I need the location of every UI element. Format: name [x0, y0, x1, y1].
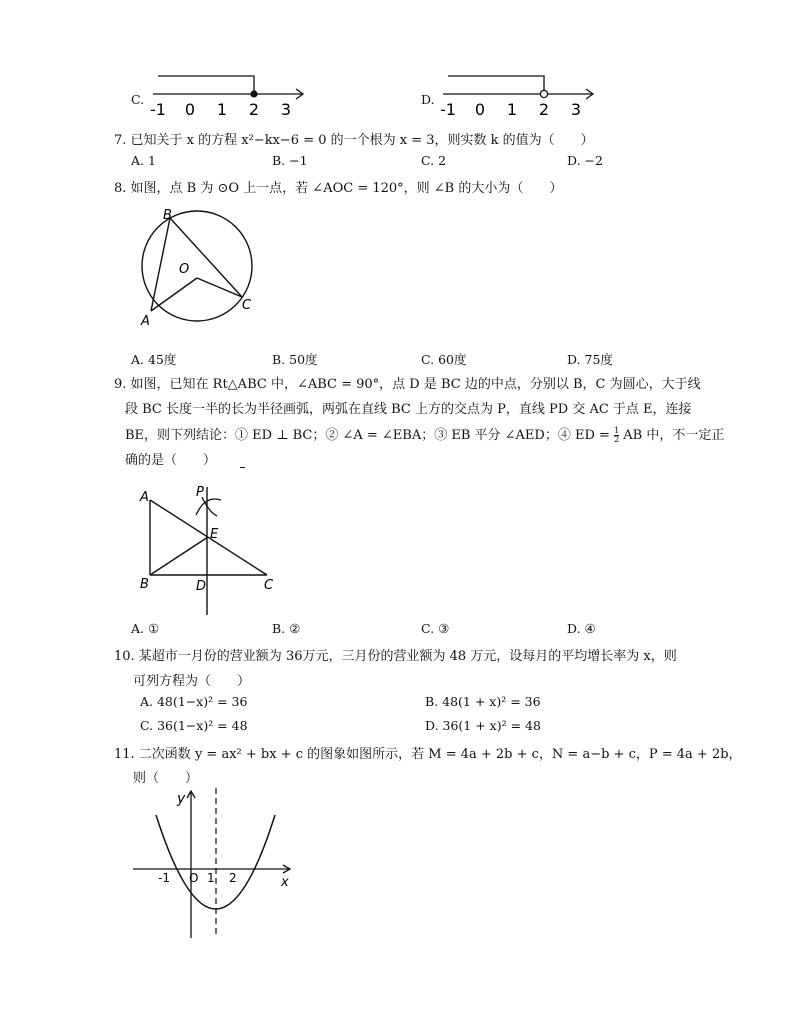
tick-label: 1	[506, 100, 518, 119]
point-label-c: C	[264, 578, 274, 593]
tick-label: 2	[248, 100, 260, 119]
tick-label: -1	[440, 100, 456, 119]
question-10-line-2: 可列方程为（ ）	[133, 674, 251, 689]
question-9-line-3-b: AB 中，不一定正	[623, 428, 725, 443]
question-7-stem: 7. 已知关于 x 的方程 x²−kx−6 = 0 的一个根为 x = 3，则实数 k 的值为（ ）	[114, 133, 594, 148]
number-line-option-c	[145, 70, 310, 122]
point-label-a: A	[141, 314, 150, 329]
point-label-p: P	[196, 485, 204, 500]
q9-option-c[interactable]: C. ③	[421, 621, 450, 636]
fraction-one-half: $\frac{1}{2}$	[614, 426, 620, 444]
question-9-line-3-a: BE，则下列结论：① ED ⊥ BC；② ∠A = ∠EBA；③ EB 平分 ∠AED；④ ED =	[125, 428, 610, 443]
axis-label-x: x	[281, 875, 289, 890]
q7-option-d[interactable]: D. −2	[567, 153, 603, 168]
q10-option-d[interactable]: D. 36(1 + x)² = 48	[425, 718, 541, 733]
option-d-label[interactable]: D.	[421, 92, 435, 107]
q7-option-c[interactable]: C. 2	[421, 153, 447, 168]
tick-label: 3	[280, 100, 292, 119]
tick-label-2: 2	[229, 871, 237, 885]
number-line-option-d	[435, 70, 600, 122]
axis-label-y: y	[177, 791, 186, 807]
point-label-a: A	[140, 490, 149, 505]
option-c-label[interactable]: C.	[131, 92, 145, 107]
q10-option-b[interactable]: B. 48(1 + x)² = 36	[425, 694, 541, 709]
question-9-line-1: 9. 如图，已知在 Rt△ABC 中，∠ABC = 90°，点 D 是 BC 边的中点，分别以 B，C 为圆心，大于线	[114, 377, 701, 392]
q10-option-a[interactable]: A. 48(1−x)² = 36	[140, 694, 248, 709]
question-9-line-3	[125, 425, 724, 447]
point-label-e: E	[210, 527, 219, 542]
q9-option-b[interactable]: B. ②	[272, 621, 301, 636]
q8-option-b[interactable]: B. 50度	[272, 352, 318, 367]
stray-mark	[240, 467, 245, 468]
q8-option-d[interactable]: D. 75度	[567, 352, 613, 367]
q7-option-b[interactable]: B. −1	[272, 153, 308, 168]
tick-label-1: 1	[207, 871, 215, 885]
tick-label: 3	[570, 100, 582, 119]
origin-label: O	[189, 871, 199, 885]
q8-option-c[interactable]: C. 60度	[421, 352, 467, 367]
question-11-line-1: 11. 二次函数 y = ax² + bx + c 的图象如图所示，若 M = 4a + 2b + c，N = a−b + c，P = 4a + 2b，	[114, 747, 742, 762]
question-10-line-1: 10. 某超市一月份的营业额为 36万元，三月份的营业额为 48 万元，设每月的平均增长率为 x，则	[114, 649, 677, 664]
parabola-graph	[125, 785, 300, 945]
question-9-line-4: 确的是（ ）	[125, 453, 217, 468]
point-label-b: B	[163, 208, 172, 223]
q7-option-a[interactable]: A. 1	[131, 153, 156, 168]
q9-option-d[interactable]: D. ④	[567, 621, 596, 636]
triangle-figure	[135, 482, 285, 617]
point-label-d: D	[196, 579, 207, 594]
tick-label: 1	[216, 100, 228, 119]
tick-label: 0	[184, 100, 196, 119]
tick-label: 0	[474, 100, 486, 119]
tick-label: 2	[538, 100, 550, 119]
q8-option-a[interactable]: A. 45度	[131, 352, 177, 367]
point-label-c: C	[242, 298, 252, 313]
tick-label-neg1: -1	[158, 871, 170, 885]
question-8-stem: 8. 如图，点 B 为 ⊙O 上一点，若 ∠AOC = 120°，则 ∠B 的大小为（ ）	[114, 181, 563, 196]
q9-option-a[interactable]: A. ①	[131, 621, 160, 636]
tick-label: -1	[150, 100, 166, 119]
question-11-line-2: 则（ ）	[133, 771, 199, 786]
q10-option-c[interactable]: C. 36(1−x)² = 48	[140, 718, 248, 733]
point-label-o: O	[179, 262, 190, 277]
question-9-line-2: 段 BC 长度一半的长为半径画弧，两弧在直线 BC 上方的交点为 P，直线 PD 交 AC 于点 E，连接	[125, 402, 692, 417]
circle-figure	[128, 200, 268, 335]
point-label-b: B	[140, 577, 149, 592]
